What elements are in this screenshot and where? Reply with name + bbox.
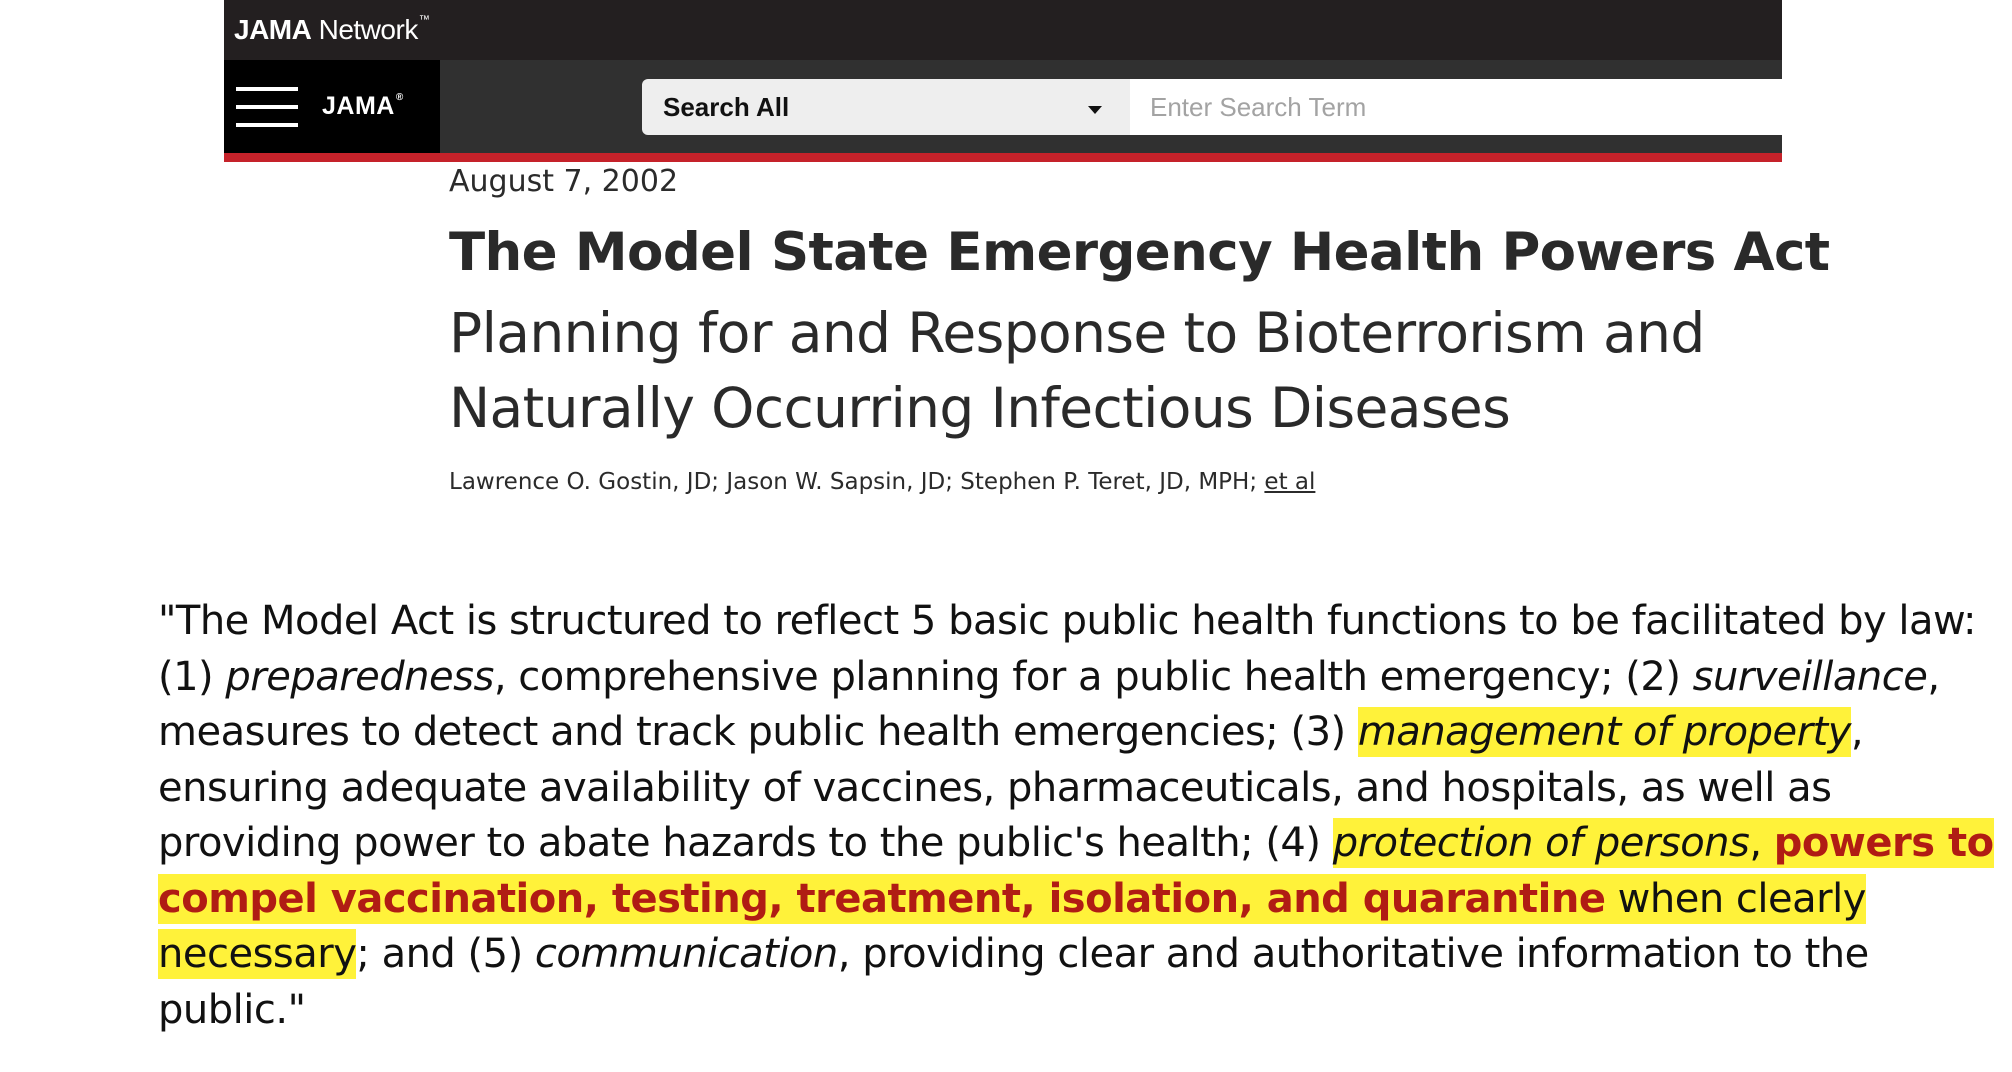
jama-journal-logo[interactable]	[322, 92, 404, 121]
journal-header-bar	[224, 60, 1782, 153]
network-logo-light: Network	[311, 14, 418, 45]
journal-brand-block	[224, 60, 440, 153]
search-scope-label: Search All	[663, 91, 790, 122]
quote-text: , ensuring adequate availability of vaccines, pharmaceuticals, and hospitals, as well as providing power to abate hazards to the public's health; (4)	[158, 709, 1864, 866]
menu-icon-line	[236, 105, 298, 109]
highlight-compel-powers: powers to compel vaccination, testing, treatment, isolation, and quarantine	[158, 820, 1994, 922]
jama-logo-text: JAMA	[322, 92, 395, 120]
quote-text: , measures to detect and track public health emergencies; (3)	[158, 653, 1940, 755]
menu-icon[interactable]	[236, 87, 298, 127]
registered-mark: ®	[395, 92, 404, 103]
publication-date: August 7, 2002	[449, 164, 679, 199]
article-subtitle: Planning for and Response to Bioterrorism and Naturally Occurring Infectious Diseases	[449, 301, 1705, 440]
quote-text: ; and (5)	[356, 931, 535, 977]
quote-text: , providing clear and authoritative information to the public."	[158, 931, 1869, 1033]
highlight-protection-of-persons: protection of persons	[1332, 820, 1750, 866]
quoted-excerpt	[158, 594, 1998, 1038]
article-title: The Model State Emergency Health Powers Act	[449, 222, 1830, 283]
author-list	[449, 469, 1315, 495]
quote-term-surveillance: surveillance	[1692, 653, 1928, 700]
chevron-down-icon	[1088, 106, 1102, 114]
highlight-separator: ,	[1749, 820, 1774, 866]
author-names: Lawrence O. Gostin, JD; Jason W. Sapsin, JD; Stephen P. Teret, JD, MPH;	[449, 469, 1258, 495]
quote-text: , comprehensive planning for a public health emergency; (2)	[493, 653, 1693, 700]
network-logo-strong: JAMA	[234, 14, 312, 45]
menu-icon-line	[236, 87, 298, 91]
search-input[interactable]	[1130, 79, 1782, 135]
quote-term-preparedness: preparedness	[225, 653, 494, 700]
search-scope-dropdown[interactable]	[642, 79, 1130, 135]
menu-icon-line	[236, 123, 298, 127]
et-al-link[interactable]: et al	[1264, 469, 1316, 495]
quote-text: "The Model Act is structured to reflect 5 basic public health functions to be facilitated by law: (1)	[158, 598, 1977, 700]
trademark-mark: ™	[418, 14, 430, 26]
highlight-management-of-property: management of property	[1357, 709, 1851, 755]
highlight-clearly-necessary: when clearly necessary	[158, 875, 1866, 977]
jama-network-logo[interactable]	[234, 14, 429, 46]
network-top-bar	[224, 0, 1782, 60]
quote-term-communication: communication	[534, 931, 838, 977]
header-red-divider	[224, 153, 1782, 162]
